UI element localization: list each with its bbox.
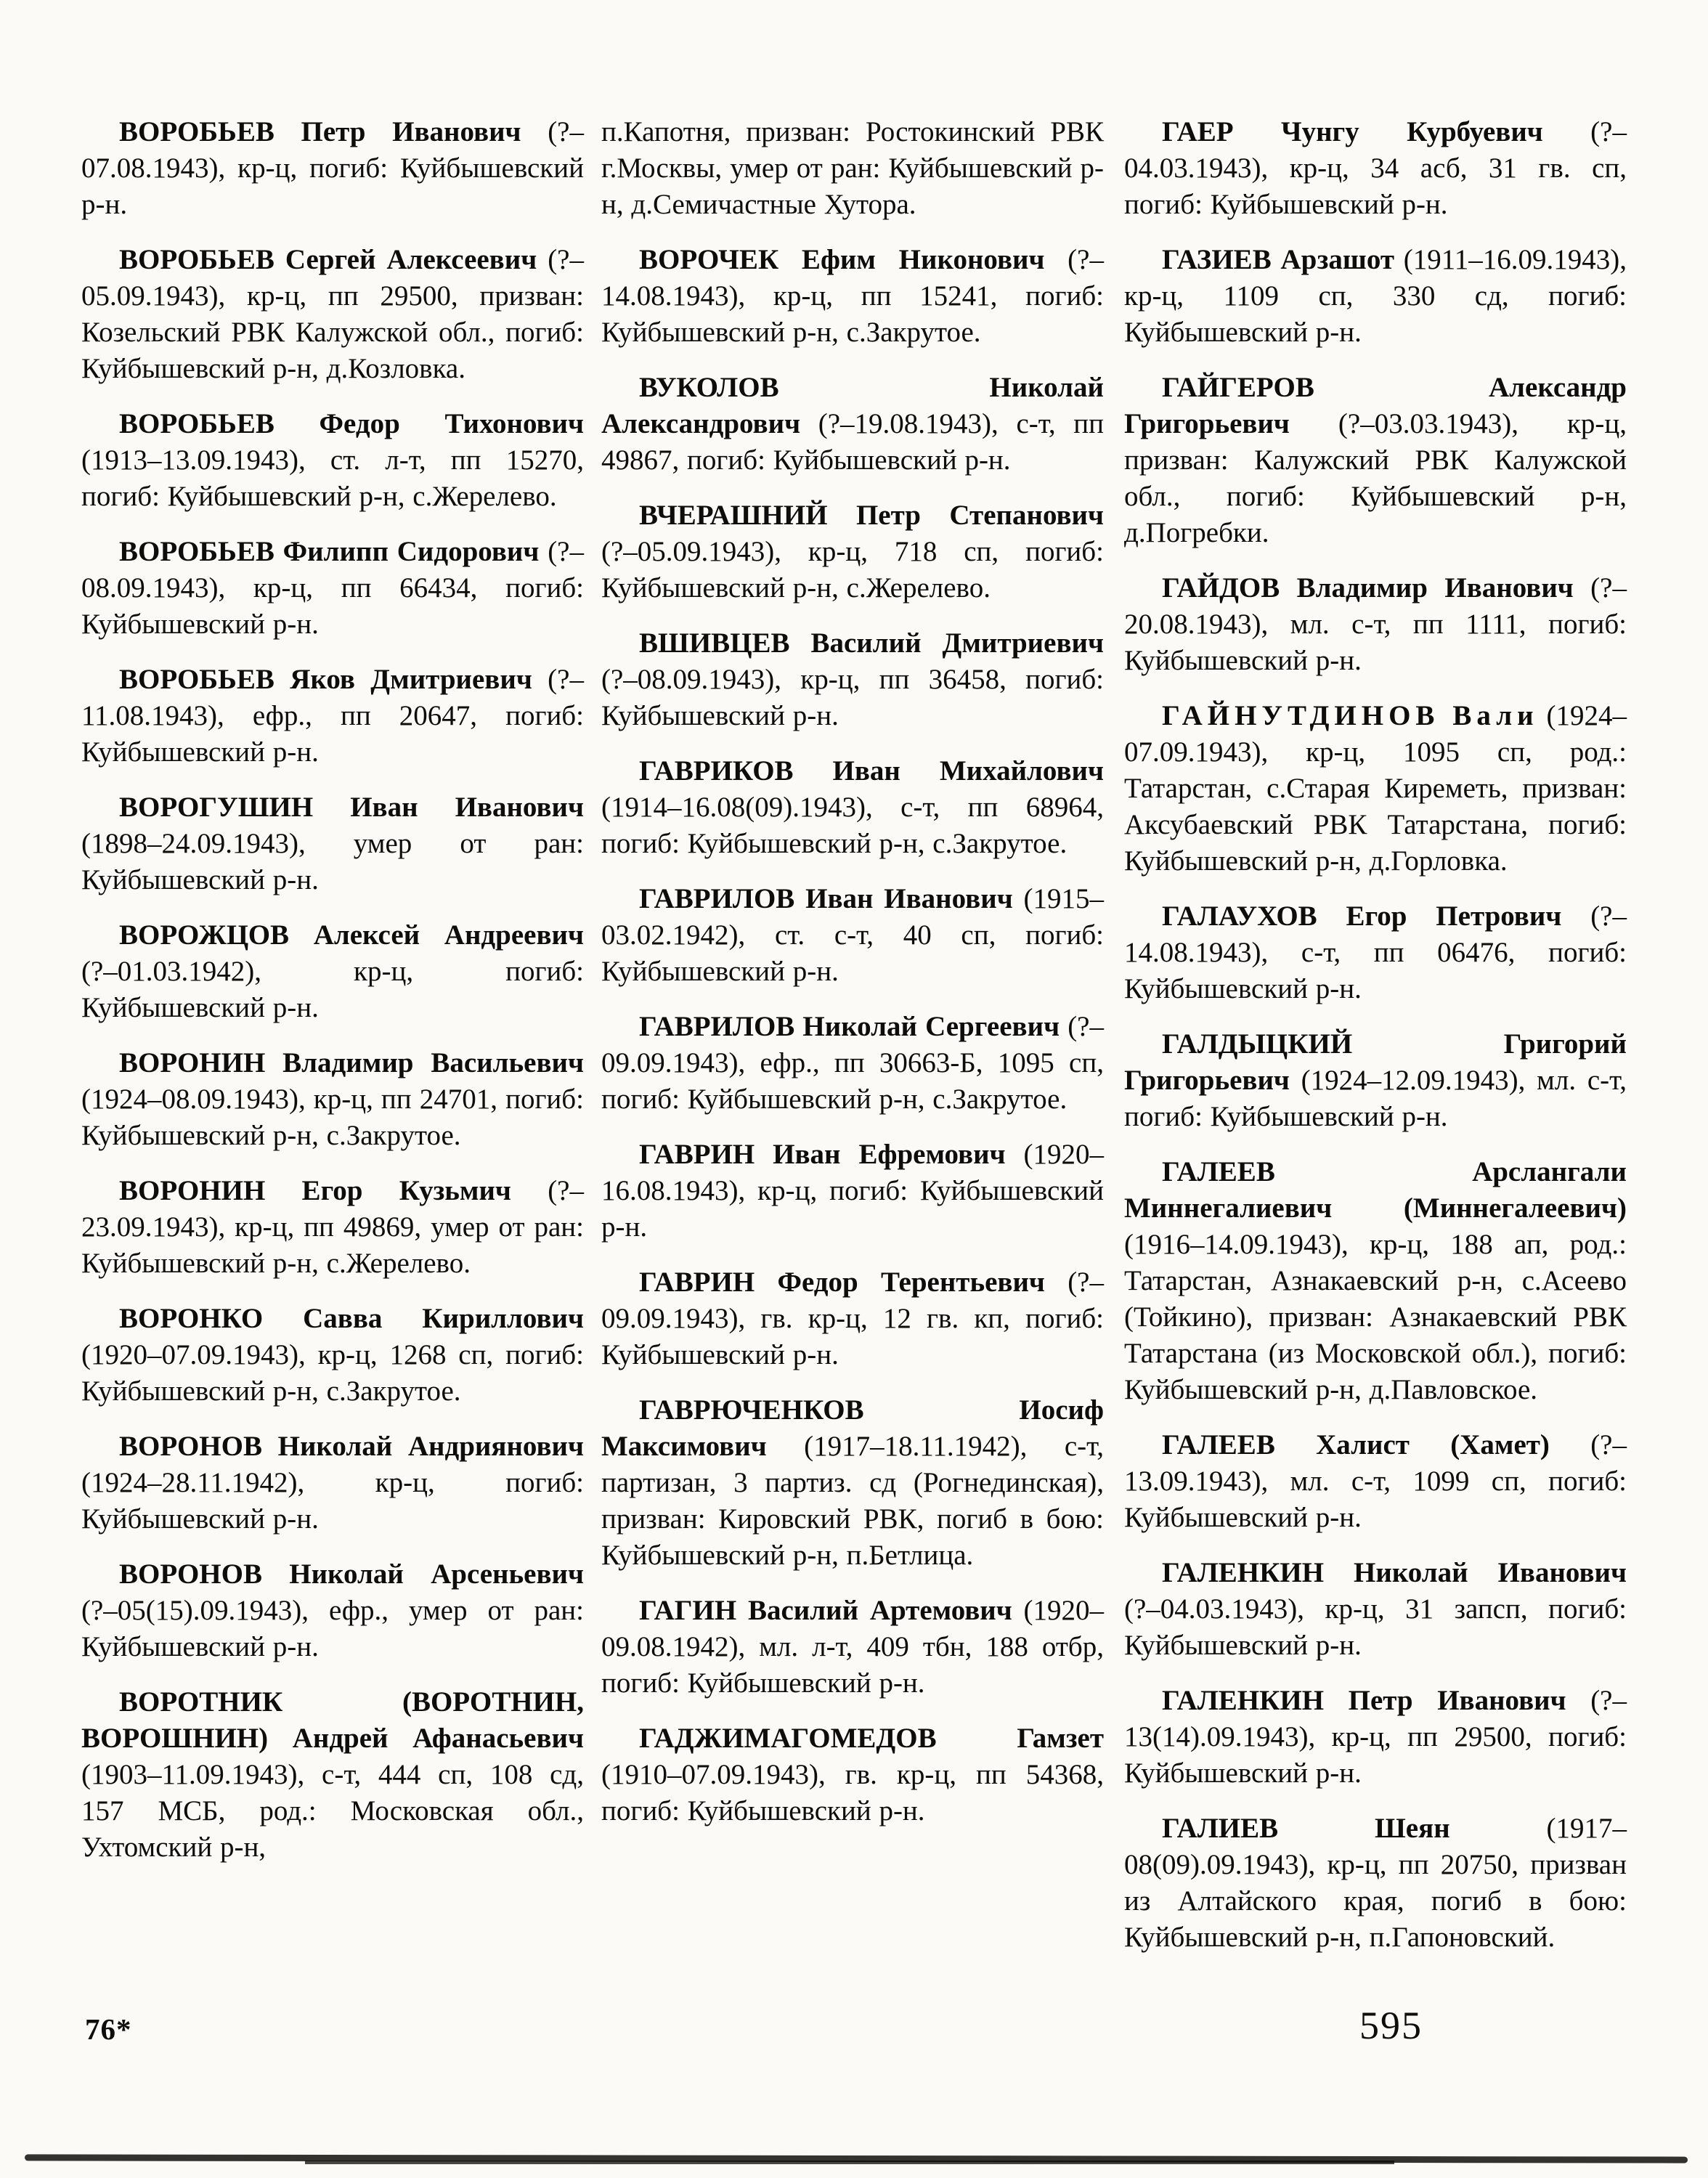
entry-surname-name: ГАВРИН Федор Терентьевич [639, 1267, 1045, 1298]
entry-surname-name: ВОРОНИН Владимир Васильевич [119, 1047, 584, 1078]
entry-details: (?–05(15).09.1943), ефр., умер от ран: Куйбышевский р-н. [81, 1595, 584, 1662]
entry-surname-name: ВОРОБЬЕВ Федор Тихонович [119, 408, 584, 439]
entry-surname-name: ВОРОНКО Савва Кириллович [119, 1303, 584, 1334]
entry-details: (1898–24.09.1943), умер от ран: Куйбышевский р-н. [81, 828, 584, 895]
text-column-2 [601, 114, 1104, 1848]
entry-details: (1903–11.09.1943), с-т, 444 сп, 108 сд, 157 МСБ, род.: Московская обл., Ухтомский р-н, [81, 1759, 584, 1863]
text-column-3 [1124, 114, 1627, 1975]
entry-surname-name: ВОРОНОВ Николай Арсеньевич [119, 1559, 584, 1590]
memorial-entry [601, 1264, 1104, 1373]
entry-surname-name: ГАЗИЕВ Арзашот [1162, 244, 1394, 275]
entry-surname-name: ГАЙГЕРОВ Александр Григорьевич [1124, 372, 1627, 439]
entry-details: (1913–13.09.1943), ст. л-т, пп 15270, погиб: Куйбышевский р-н, с.Жерелево. [81, 444, 584, 512]
memorial-entry [1124, 1683, 1627, 1792]
memorial-entry [601, 242, 1104, 351]
entry-surname-name: ГАЛИЕВ Шеян [1162, 1813, 1450, 1844]
scan-artifact-strip-2 [305, 2161, 1394, 2164]
entry-details: (1920–07.09.1943), кр-ц, 1268 сп, погиб: Куйбышевский р-н, с.Закрутое. [81, 1339, 584, 1407]
entry-details: (1911–16.09.1943), кр-ц, 1109 сп, 330 сд, погиб: Куйбышевский р-н. [1124, 244, 1627, 348]
memorial-entry [81, 1684, 584, 1866]
entry-surname-name: ГАВРИН Иван Ефремович [639, 1139, 1006, 1170]
memorial-entry [601, 625, 1104, 734]
memorial-entry [601, 753, 1104, 862]
entry-details: (?–14.08.1943), кр-ц, пп 15241, погиб: Куйбышевский р-н, с.Закрутое. [601, 244, 1104, 348]
entry-details: (?–08.09.1943), кр-ц, пп 66434, погиб: Куйбышевский р-н. [81, 536, 584, 640]
entry-surname-name: ВУКОЛОВ Николай Александрович [601, 372, 1104, 439]
memorial-entry [81, 1045, 584, 1154]
memorial-entry [81, 662, 584, 771]
memorial-entry [1124, 698, 1627, 879]
memorial-entry [601, 497, 1104, 606]
entry-details: (1917–08(09).09.1943), кр-ц, пп 20750, призван из Алтайского края, погиб в бою: Куйбышевский р-н, п.Гапоновский. [1124, 1813, 1627, 1953]
entry-surname-name: ГАЛДЫЦКИЙ Григорий Григорьевич [1124, 1028, 1627, 1096]
entry-surname-name: ВОРОЖЦОВ Алексей Андреевич [119, 919, 584, 951]
memorial-entry [81, 1429, 584, 1537]
entry-details: (?–09.09.1943), гв. кр-ц, 12 гв. кп, погиб: Куйбышевский р-н. [601, 1267, 1104, 1370]
memorial-entry [1124, 1555, 1627, 1664]
entry-surname-name: ВШИВЦЕВ Василий Дмитриевич [639, 627, 1104, 659]
entry-details: (1916–14.09.1943), кр-ц, 188 ап, род.: Татарстан, Азнакаевский р-н, с.Асеево (Тойкино), призван: Азнакаевский РВК Татарстана (из Московской обл.), погиб: Куйбышевский р-н, д.Павловское. [1124, 1229, 1627, 1405]
entry-surname-name: ВОРОБЬЕВ Сергей Алексеевич [119, 244, 537, 275]
entry-details: (1915–03.02.1942), ст. с-т, 40 сп, погиб: Куйбышевский р-н. [601, 883, 1104, 987]
memorial-entry [81, 917, 584, 1026]
memorial-entry [1124, 370, 1627, 551]
entry-surname-name: ВОРОНИН Егор Кузьмич [119, 1175, 511, 1206]
memorial-entry [81, 114, 584, 223]
entry-details: (1917–18.11.1942), с-т, партизан, 3 партиз. сд (Рогнединская), призван: Кировский РВК, погиб в бою: Куйбышевский р-н, п.Бетлица. [601, 1431, 1104, 1571]
memorial-entry [601, 881, 1104, 990]
entry-surname-name: ГАЛЕЕВ Арслангали Миннегалиевич (Миннегалеевич) [1124, 1156, 1627, 1224]
memorial-entry [601, 1009, 1104, 1118]
entry-details: (?–20.08.1943), мл. с-т, пп 1111, погиб: Куйбышевский р-н. [1124, 572, 1627, 676]
entry-surname-name: ГАВРИЛОВ Николай Сергеевич [639, 1011, 1060, 1042]
memorial-entry [601, 370, 1104, 479]
entry-surname-name: ВОРОГУШИН Иван Иванович [119, 792, 584, 823]
memorial-entry [1124, 1026, 1627, 1135]
entry-surname-name: ГАВРИКОВ Иван Михайлович [639, 755, 1104, 787]
memorial-entry [1124, 1811, 1627, 1956]
entry-surname-name: ГАГИН Василий Артемович [639, 1595, 1012, 1626]
entry-details: (1924–07.09.1943), кр-ц, 1095 сп, род.: Татарстан, с.Старая Киреметь, призван: Аксубаевский РВК Татарстана, погиб: Куйбышевский р-н, д.Горловка. [1124, 700, 1627, 877]
entry-details: (?–04.03.1943), кр-ц, 34 асб, 31 гв. сп, погиб: Куйбышевский р-н. [1124, 116, 1627, 220]
entry-details: (?–11.08.1943), ефр., пп 20647, погиб: Куйбышевский р-н. [81, 664, 584, 768]
memorial-entry [1124, 114, 1627, 223]
entry-details: (?–04.03.1943), кр-ц, 31 запсп, погиб: Куйбышевский р-н. [1124, 1593, 1627, 1661]
entry-details: (?–13.09.1943), мл. с-т, 1099 сп, погиб: Куйбышевский р-н. [1124, 1429, 1627, 1533]
entry-surname-name: ВОРОТНИК (ВОРОТНИН, ВОРОШНИН) Андрей Афанасьевич [81, 1686, 584, 1754]
page-number: 595 [1359, 2004, 1423, 2047]
entry-surname-name: ГАЙДОВ Владимир Иванович [1162, 572, 1574, 604]
entry-details: (?–13(14).09.1943), кр-ц, пп 29500, погиб: Куйбышевский р-н. [1124, 1685, 1627, 1789]
memorial-entry [1124, 898, 1627, 1007]
memorial-entry [81, 242, 584, 387]
memorial-entry [601, 1392, 1104, 1574]
signature-mark: 76* [85, 2012, 132, 2046]
memorial-entry [81, 789, 584, 898]
memorial-entry [601, 1137, 1104, 1246]
entry-surname-name: ГАЙНУТДИНОВ Вали [1162, 700, 1539, 731]
entry-details: (1924–28.11.1942), кр-ц, погиб: Куйбышевский р-н. [81, 1467, 584, 1535]
entry-details: (?–09.09.1943), ефр., пп 30663-Б, 1095 сп, погиб: Куйбышевский р-н, с.Закрутое. [601, 1011, 1104, 1115]
entry-details: (?–03.03.1943), кр-ц, призван: Калужский РВК Калужской обл., погиб: Куйбышевский р-н, д.Погребки. [1124, 408, 1627, 548]
memorial-entry [1124, 570, 1627, 679]
entry-details: (?–05.09.1943), кр-ц, пп 29500, призван: Козельский РВК Калужской обл., погиб: Куйбышевский р-н, д.Козловка. [81, 244, 584, 384]
memorial-entry [81, 1173, 584, 1282]
entry-surname-name: ВОРОБЬЕВ Филипп Сидорович [119, 536, 540, 567]
entry-details: (?–07.08.1943), кр-ц, погиб: Куйбышевский р-н. [81, 116, 584, 220]
entry-details: п.Капотня, призван: Ростокинский РВК г.Москвы, умер от ран: Куйбышевский р-н, д.Семичастные Хутора. [601, 116, 1104, 220]
entry-surname-name: ГАЛЕНКИН Петр Иванович [1162, 1685, 1566, 1716]
text-column-1 [81, 114, 584, 1885]
memorial-entry [601, 114, 1104, 223]
entry-surname-name: ГАДЖИМАГОМЕДОВ Гамзет [639, 1723, 1104, 1754]
entry-details: (?–05.09.1943), кр-ц, 718 сп, погиб: Куйбышевский р-н, с.Жерелево. [601, 536, 1104, 604]
entry-details: (?–08.09.1943), кр-ц, пп 36458, погиб: Куйбышевский р-н. [601, 664, 1104, 731]
entry-surname-name: ВОРОБЬЕВ Яков Дмитриевич [119, 664, 532, 695]
entry-surname-name: ГАВРИЛОВ Иван Иванович [639, 883, 1013, 914]
memorial-entry [81, 1301, 584, 1410]
entry-surname-name: ВОРОЧЕК Ефим Никонович [639, 244, 1045, 275]
entry-details: (?–14.08.1943), с-т, пп 06476, погиб: Куйбышевский р-н. [1124, 901, 1627, 1004]
entry-surname-name: ВЧЕРАШНИЙ Петр Степанович [639, 500, 1104, 531]
entry-details: (1920–09.08.1942), мл. л-т, 409 тбн, 188 отбр, погиб: Куйбышевский р-н. [601, 1595, 1104, 1699]
memorial-entry [601, 1593, 1104, 1702]
entry-surname-name: ВОРОНОВ Николай Андриянович [119, 1431, 584, 1462]
memorial-entry [601, 1720, 1104, 1829]
entry-surname-name: ВОРОБЬЕВ Петр Иванович [119, 116, 521, 147]
memorial-entry [81, 534, 584, 643]
entry-surname-name: ГАЕР Чунгу Курбуевич [1162, 116, 1543, 147]
memorial-entry [1124, 242, 1627, 351]
entry-details: (1910–07.09.1943), гв. кр-ц, пп 54368, погиб: Куйбышевский р-н. [601, 1759, 1104, 1826]
entry-details: (?–23.09.1943), кр-ц, пп 49869, умер от ран: Куйбышевский р-н, с.Жерелево. [81, 1175, 584, 1279]
memorial-entry [1124, 1154, 1627, 1408]
entry-details: (1924–12.09.1943), мл. с-т, погиб: Куйбышевский р-н. [1124, 1065, 1627, 1132]
memorial-entry [1124, 1427, 1627, 1536]
entry-details: (1924–08.09.1943), кр-ц, пп 24701, погиб: Куйбышевский р-н, с.Закрутое. [81, 1084, 584, 1151]
entry-details: (1920–16.08.1943), кр-ц, погиб: Куйбышевский р-н. [601, 1139, 1104, 1243]
entry-surname-name: ГАЛЕЕВ Халист (Хамет) [1162, 1429, 1550, 1460]
memorial-entry [81, 406, 584, 515]
entry-details: (1914–16.08(09).1943), с-т, пп 68964, погиб: Куйбышевский р-н, с.Закрутое. [601, 792, 1104, 859]
entry-surname-name: ГАВРЮЧЕНКОВ Иосиф Максимович [601, 1394, 1104, 1462]
entry-details: (?–19.08.1943), с-т, пп 49867, погиб: Куйбышевский р-н. [601, 408, 1104, 476]
entry-surname-name: ГАЛАУХОВ Егор Петрович [1162, 901, 1562, 932]
entry-surname-name: ГАЛЕНКИН Николай Иванович [1162, 1557, 1627, 1588]
entry-details: (?–01.03.1942), кр-ц, погиб: Куйбышевский р-н. [81, 956, 584, 1023]
memorial-entry [81, 1556, 584, 1665]
